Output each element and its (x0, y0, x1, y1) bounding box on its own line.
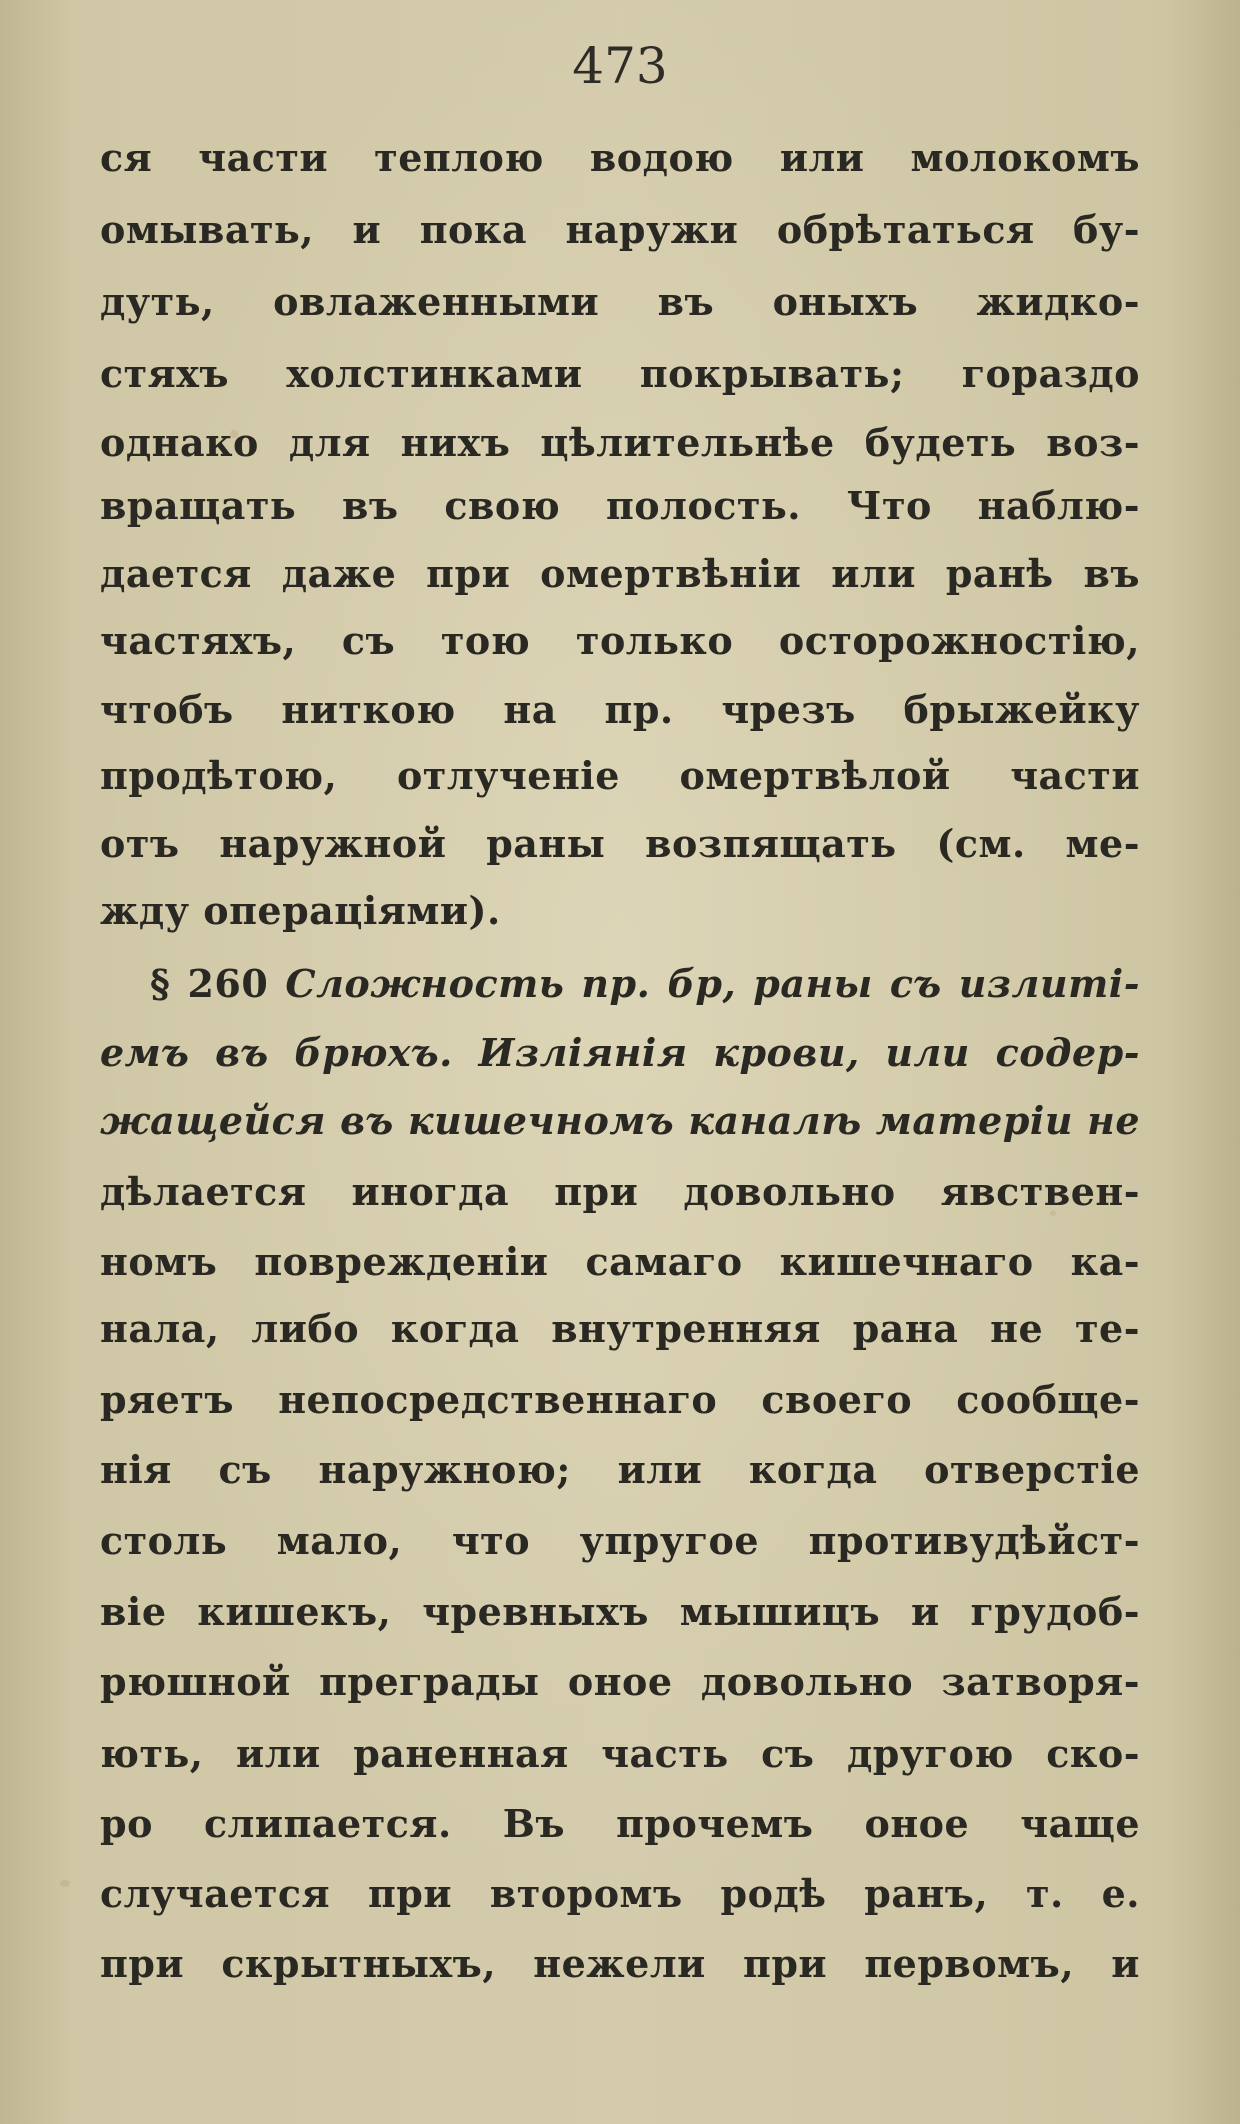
section-heading-line-2: емъ въ брюхъ. Изліянія крови, или содер- (100, 1030, 1140, 1075)
text-line-18: столь мало, что упругое противудѣйст- (100, 1518, 1140, 1563)
text-line-13: дѣлается иногда при довольно явствен- (100, 1169, 1140, 1214)
text-line-21: ють, или раненная часть съ другою ско- (100, 1731, 1140, 1776)
text-line-22: ро слипается. Въ прочемъ оное чаще (100, 1801, 1140, 1846)
text-line-12: жду операціями). (100, 888, 501, 933)
text-line-6: вращать въ свою полость. Что наблю- (100, 483, 1140, 528)
text-line-7: дается даже при омертвѣніи или ранѣ въ (100, 551, 1140, 596)
section-title-part-1: Сложность пр. бр, раны съ излиті- (285, 961, 1140, 1006)
text-line-23: случается при второмъ родѣ ранъ, т. е. (100, 1871, 1140, 1916)
text-line-19: віе кишекъ, чревныхъ мышицъ и грудоб- (100, 1589, 1140, 1634)
text-line-5: однако для нихъ цѣлительнѣе будеть воз- (100, 420, 1140, 465)
foxing-spot (60, 1880, 70, 1887)
text-line-17: нія съ наружною; или когда отверстіе (100, 1447, 1140, 1492)
text-line-10: продѣтою, отлученіе омертвѣлой части (100, 753, 1140, 798)
text-line-3: дуть, овлаженными въ оныхъ жидко- (100, 279, 1140, 324)
section-heading-line-3: жащейся въ кишечномъ каналѣ матеріи не (100, 1098, 1140, 1143)
section-heading-line-1 (150, 950, 1140, 1018)
text-line-1: ся части теплою водою или молокомъ (100, 135, 1140, 180)
text-line-20: рюшной преграды оное довольно затворя- (100, 1659, 1140, 1704)
text-line-9: чтобъ ниткою на пр. чрезъ брыжейку (100, 687, 1140, 732)
text-line-15: нала, либо когда внутренняя рана не те- (100, 1306, 1140, 1351)
text-line-11: отъ наружной раны возпящать (см. ме- (100, 821, 1140, 866)
text-line-4: стяхъ холстинками покрывать; гораздо (100, 351, 1140, 396)
text-line-16: ряетъ непосредственнаго своего сообще- (100, 1377, 1140, 1422)
text-line-14: номъ поврежденіи самаго кишечнаго ка- (100, 1239, 1140, 1284)
section-number: § 260 (150, 961, 269, 1006)
text-line-2: омывать, и пока наружи обрѣтаться бу- (100, 207, 1140, 252)
text-line-8: частяхъ, съ тою только осторожностію, (100, 618, 1140, 663)
text-line-24: при скрытныхъ, нежели при первомъ, и (100, 1941, 1140, 1986)
page-number: 473 (572, 37, 668, 95)
